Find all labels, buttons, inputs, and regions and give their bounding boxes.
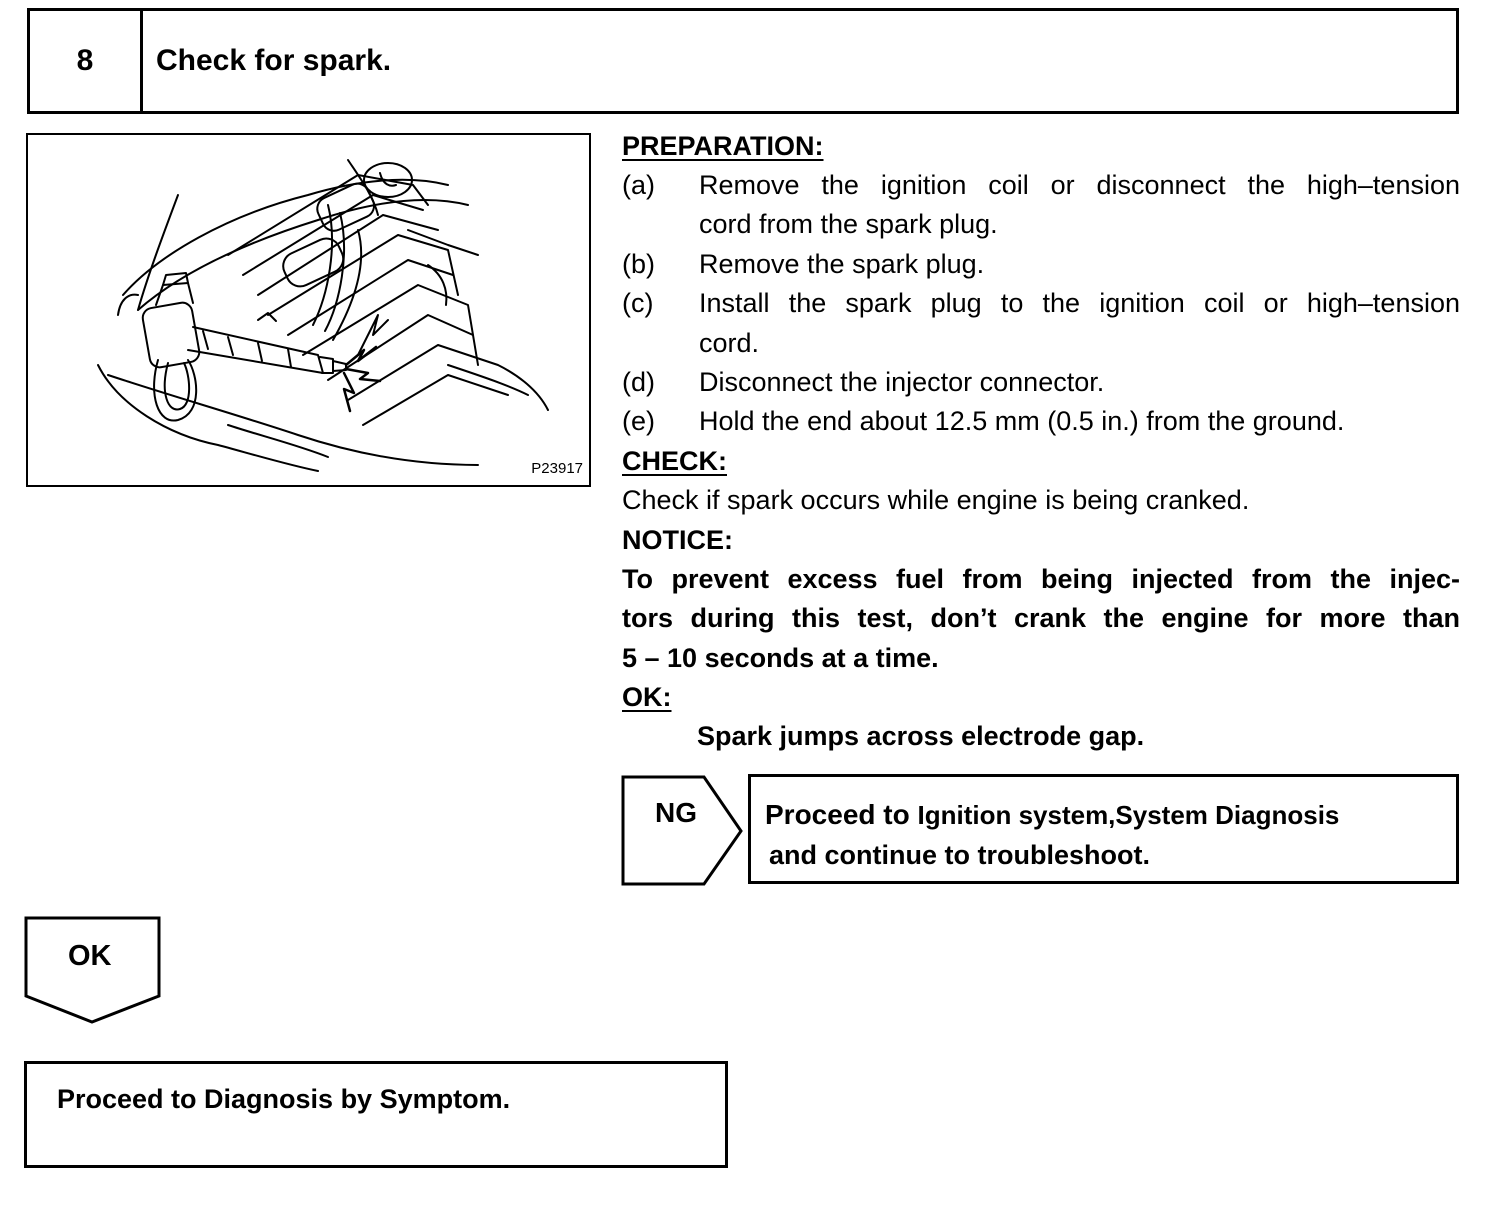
- step-d-line-1: Disconnect the injector connector.: [699, 367, 1105, 397]
- ok-result-box: [24, 1061, 728, 1168]
- step-a-letter: (a): [622, 170, 655, 200]
- ng-action-box: [748, 774, 1459, 884]
- ng-label: NG: [655, 797, 697, 828]
- figure-code: P23917: [531, 460, 583, 477]
- ng-proceed-prefix: Proceed to: [765, 799, 910, 830]
- step-title: Check for spark.: [156, 44, 392, 77]
- step-c-line-2: cord.: [699, 328, 760, 358]
- spark-test-illustration: [26, 133, 591, 487]
- ok-label: OK: [68, 940, 112, 972]
- check-text: Check if spark occurs while engine is being cranked.: [622, 485, 1250, 515]
- step-a-line-2: cord from the spark plug.: [699, 209, 998, 239]
- preparation-heading: PREPARATION:: [622, 131, 824, 161]
- ng-continue-text: and continue to troubleshoot.: [769, 840, 1150, 870]
- notice-line-3: 5 – 10 seconds at a time.: [622, 643, 939, 673]
- notice-line-1: To prevent excess fuel from being injected from the injec-: [622, 564, 1460, 594]
- step-number: 8: [30, 11, 143, 111]
- step-e-line-1: Hold the end about 12.5 mm (0.5 in.) from the ground.: [699, 406, 1345, 436]
- step-header: [27, 8, 1459, 114]
- ok-result-text: Proceed to Diagnosis by Symptom.: [57, 1084, 511, 1114]
- check-heading: CHECK:: [622, 446, 727, 476]
- step-d-letter: (d): [622, 367, 655, 397]
- ng-proceed-target: Ignition system,System Diagnosis: [917, 800, 1340, 830]
- step-b-line-1: Remove the spark plug.: [699, 249, 985, 279]
- notice-heading: NOTICE:: [622, 525, 733, 555]
- notice-line-2: tors during this test, don’t crank the engine for more than: [622, 603, 1460, 633]
- ok-spec-heading: OK:: [622, 682, 672, 712]
- step-c-line-1: Install the spark plug to the ignition coil or high–tension: [699, 288, 1460, 318]
- spark-plug-engine-illustration: [28, 135, 589, 485]
- step-c-letter: (c): [622, 288, 654, 318]
- ng-arrow-icon: [621, 775, 745, 887]
- step-a-line-1: Remove the ignition coil or disconnect the high–tension: [699, 170, 1460, 200]
- ok-spec-text: Spark jumps across electrode gap.: [697, 721, 1145, 751]
- step-e-letter: (e): [622, 406, 655, 436]
- step-b-letter: (b): [622, 249, 655, 279]
